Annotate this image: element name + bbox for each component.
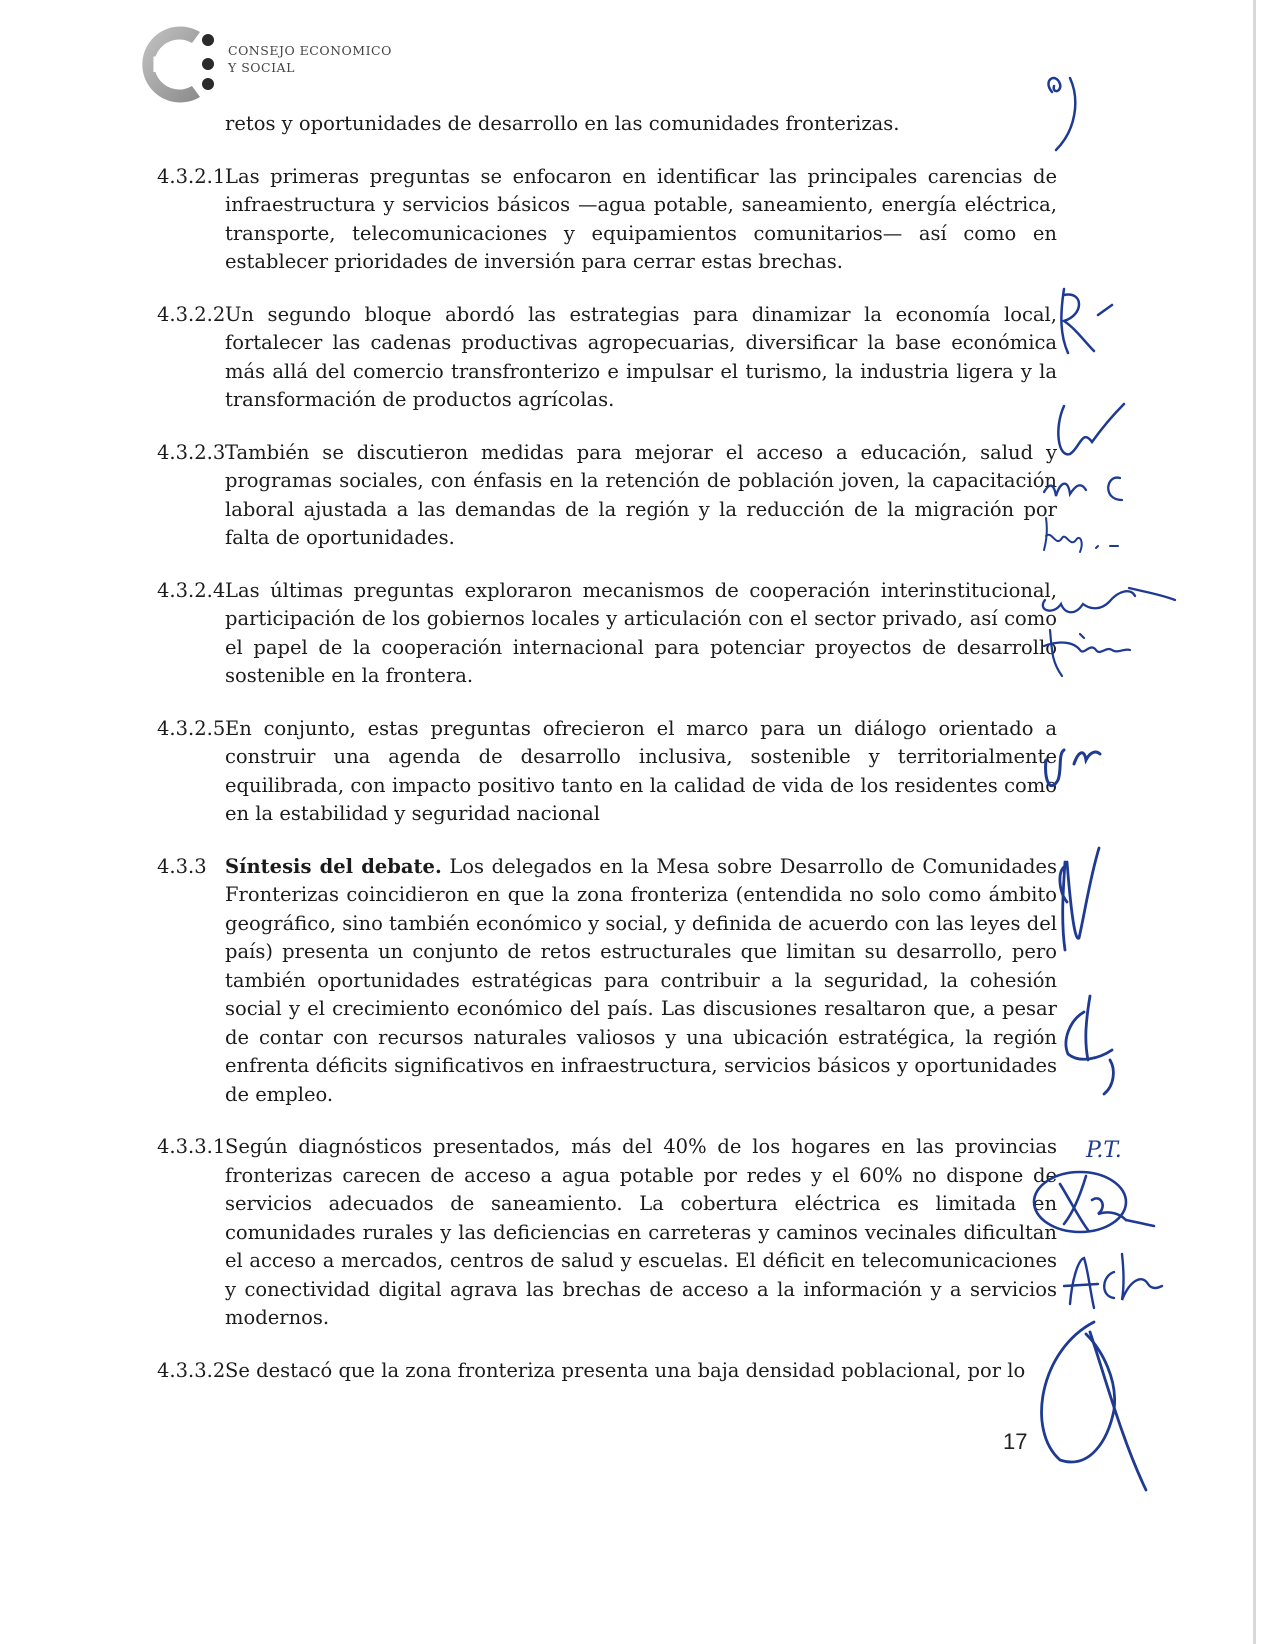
organization-name [228,42,392,76]
signature-7 [1040,622,1140,686]
paragraph-text: Según diagnósticos presentados, más del 40% de los hogares en las provincias fronterizas carecen de acceso a agua potable por redes y el 60% no dispone de servicios adecuados de saneamiento. La cobertura eléctrica es limitada en comunidades rurales y las deficiencias en carreteras y caminos vecinales dificultan el acceso a mercados, centros de salud y escuelas. El déficit en telecomunicaciones y conectividad digital agrava las brechas de acceso a la información y a servicios modernos. [225,1135,1057,1329]
section-number: 4.3.3 [157,854,207,878]
paragraph-4-3-2-1 [157,163,1057,277]
paragraph-number: 4.3.2.1 [157,164,226,188]
document-body [157,110,1057,1409]
signature-initials-8 [1040,740,1110,799]
paragraph-4-3-3-2 [157,1357,1057,1386]
logo-letters: ES [152,52,182,77]
signature-initials-4 [1040,466,1140,515]
paragraph-4-3-3-1 [157,1133,1057,1333]
section-text: Los delegados en la Mesa sobre Desarrollo de Comunidades Fronterizas coincidieron en que la zona fronteriza (entendida no solo como ámbito geográfico, sino también económico y social, y definida de acuerdo con las leyes del país) presenta un conjunto de retos estructurales que limitan su desarrollo, pero también oportunidades estratégicas para contribuir a la seguridad, la cohesión social y el crecimiento económico del país. Las discusiones resaltaron que, a pesar de contar con recursos naturales valiosos y una ubicación estratégica, la región enfrenta déficits significativos en infraestructura, servicios básicos y oportunidades de empleo. [225,854,1057,1106]
ces-logo-icon [130,22,225,107]
org-line-2: Y SOCIAL [228,60,295,75]
signature-initials-2 [1050,285,1120,364]
signature-13 [1030,1320,1160,1514]
section-4-3-3 [157,853,1057,1110]
signature-initials-3 [1052,398,1132,472]
paragraph-number: 4.3.2.2 [157,302,226,326]
signature-11 [1030,1160,1160,1244]
svg-text:P.T.: P.T. [1086,1138,1122,1163]
paragraph-number: 4.3.2.5 [157,716,226,740]
paragraph-text: Un segundo bloque abordó las estrategias para dinamizar la economía local, fortalecer las cadenas productivas agropecuarias, diversificar la base económica más allá del comercio transfronterizo e impulsar el turismo, la industria ligera y la transformación de productos agrícolas. [225,302,1057,411]
paragraph-4-3-2-4 [157,577,1057,691]
paragraph-text: En conjunto, estas preguntas ofrecieron el marco para un diálogo orientado a construir una agenda de desarrollo inclusiva, sostenible y territorialmente equilibrada, con impacto positivo tanto en la calidad de vida de los residentes como en la estabilidad y seguridad nacional [225,716,1057,825]
paragraph-number: 4.3.3.2 [157,1358,226,1382]
signature-initials-5 [1040,512,1130,566]
section-body [225,853,1057,1110]
paragraph-number: 4.3.2.3 [157,440,226,464]
paragraph-4-3-2-2 [157,301,1057,415]
scan-edge [1253,0,1256,1644]
paragraph-number: 4.3.2.4 [157,578,226,602]
signature-initials-1 [1040,70,1110,164]
paragraph-4-3-2-3 [157,439,1057,553]
continuation-line: retos y oportunidades de desarrollo en las comunidades fronterizas. [225,112,900,135]
paragraph-text: Las primeras preguntas se enfocaron en identificar las principales carencias de infraestructura y servicios básicos —agua potable, saneamiento, energía eléctrica, transporte, telecomunicaciones y equipamientos comunitarios— así como en establecer prioridades de inversión para cerrar estas brechas. [225,164,1057,273]
org-line-1: CONSEJO ECONOMICO [228,43,392,58]
signature-10 [1050,990,1130,1104]
ces-logo [130,22,430,112]
signature-12 [1050,1250,1170,1324]
paragraph-text: También se discutieron medidas para mejorar el acceso a educación, salud y programas sociales, con énfasis en la retención de población joven, la capacitación laboral ajustada a las demandas de la región y la reducción de la migración por falta de oportunidades. [225,440,1057,549]
paragraph-4-3-2-5 [157,715,1057,829]
paragraph-text: Las últimas preguntas exploraron mecanismos de cooperación interinstitucional, participación de los gobiernos locales y articulación con el sector privado, así como el papel de la cooperación internacional para potenciar proyectos de desarrollo sostenible en la frontera. [225,578,1057,687]
section-heading: Síntesis del debate. [225,854,442,878]
page-number: 17 [1003,1429,1028,1454]
paragraph-number: 4.3.3.1 [157,1135,226,1158]
paragraph-text: Se destacó que la zona fronteriza presenta una baja densidad poblacional, por lo [225,1358,1026,1382]
signature-9 [1045,842,1115,966]
